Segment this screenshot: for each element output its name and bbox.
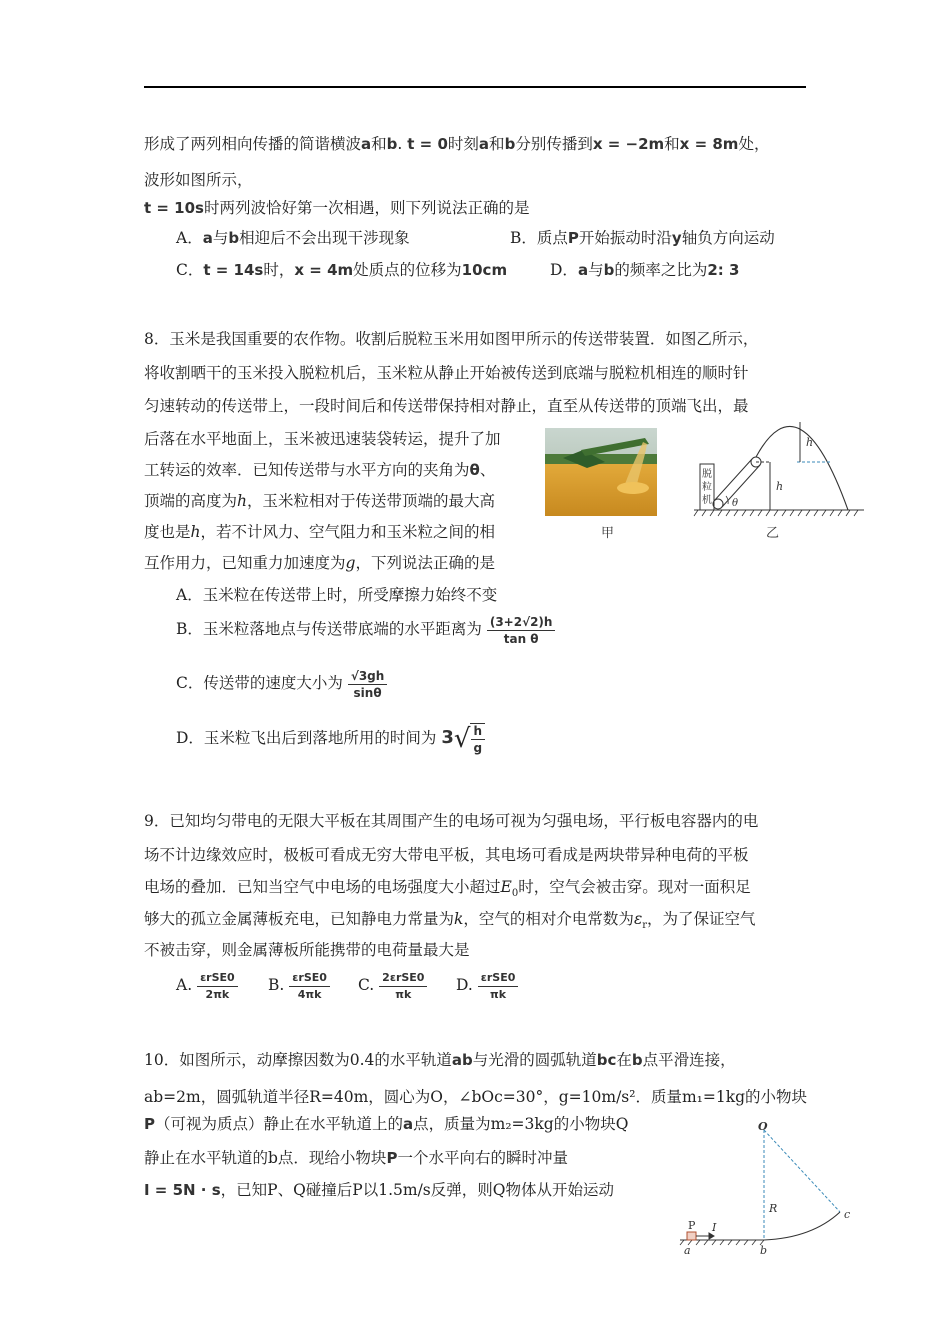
q8-line-3: 匀速转动的传送带上，一段时间后和传送带保持相对静止，直至从传送带的顶端飞出，最 <box>144 397 749 415</box>
conveyor-diagram <box>692 416 867 518</box>
q9-line-5: 不被击穿，则金属薄板所能携带的电荷量最大是 <box>144 941 470 959</box>
q8-line-1: 8．玉米是我国重要的农作物。收割后脱粒玉米用如图甲所示的传送带装置．如图乙所示， <box>144 330 759 348</box>
arc-track-diagram <box>672 1112 862 1262</box>
q8-line-5: 工转运的效率．已知传送带与水平方向的夹角为θ、 <box>144 461 496 479</box>
figure-yi-caption: 乙 <box>766 526 780 541</box>
radius-label: R <box>769 1202 778 1215</box>
q7-line-3: t = 10s时两列波恰好第一次相遇，则下列说法正确的是 <box>144 199 530 217</box>
point-c-label: c <box>844 1208 851 1221</box>
q8-line-4: 后落在水平地面上，玉米被迅速装袋转运，提升了加 <box>144 430 501 448</box>
q9-line-4: 够大的孤立金属薄板充电，已知静电力常量为k，空气的相对介电常数为$\varepsilon_r$，为了保证空气 <box>144 910 756 932</box>
machine-label-2: 粒 <box>702 482 712 493</box>
q10-line-4: 静止在水平轨道的b点．现给小物块P一个水平向右的瞬时冲量 <box>144 1149 568 1167</box>
q8-option-b: B．玉米粒落地点与传送带底端的水平距离为 $\frac{(3+2√2)h}{\text{tan θ}}$ <box>176 612 555 646</box>
height-label-bottom: h <box>776 480 784 493</box>
q9-option-b: B. $\frac{\text{εrSE0}}{4\pi k}$ <box>268 968 330 1002</box>
q10-line-2: ab=2m，圆弧轨道半径R=40m，圆心为O，∠bOc=30°，g=10m/s²．质量m₁=1kg的小物块 <box>144 1088 808 1106</box>
q10-line-5: I = 5N · s，已知P、Q碰撞后P以1.5m/s反弹，则Q物体从开始运动 <box>144 1181 614 1199</box>
point-a-label: a <box>684 1244 691 1257</box>
q8-line-2: 将收割晒干的玉米投入脱粒机后，玉米粒从静止开始被传送到底端与脱粒机相连的顺时针 <box>144 364 749 382</box>
q9-line-3: 电场的叠加．已知当空气中电场的电场强度大小超过$E_0$时，空气会被击穿。现对一面积足 <box>144 878 751 900</box>
q10-line-1: 10．如图所示，动摩擦因数为0.4的水平轨道ab与光滑的圆弧轨道bc在b点平滑连接， <box>144 1051 736 1069</box>
q8-option-c: C．传送带的速度大小为 $\frac{√3gh}{\sin\theta}$ <box>176 666 387 700</box>
figure-jia-caption: 甲 <box>601 526 615 541</box>
machine-label-1: 脱 <box>702 469 712 480</box>
q7-line-2: 波形如图所示， <box>144 171 253 189</box>
q8-option-c-fraction: $\frac{√3gh}{\sin\theta}$ <box>348 669 388 700</box>
q7-option-d: D．a与b的频率之比为2: 3 <box>550 261 740 279</box>
machine-label-3: 机 <box>702 495 712 506</box>
q9-line-1: 9．已知均匀带电的无限大平板在其周围产生的电场可视为匀强电场，平行板电容器内的电 <box>144 812 759 830</box>
q7-option-a: A．a与b相迎后不会出现干涉现象 <box>176 229 410 247</box>
q10-line-3: P（可视为质点）静止在水平轨道上的a点，质量为m₂=3kg的小物块Q <box>144 1115 629 1133</box>
q9-option-d: D. $\frac{\text{εrSE0}}{\pi k}$ <box>456 968 518 1002</box>
q9-line-2: 场不计边缘效应时，极板可看成无穷大带电平板，其电场可看成是两块带异种电荷的平板 <box>144 846 749 864</box>
q9-option-a: A. $\frac{\text{εrSE0}}{2\pi k}$ <box>176 968 238 1002</box>
point-b-label: b <box>760 1244 768 1257</box>
height-label-top: h <box>806 436 814 449</box>
impulse-label: I <box>712 1221 717 1234</box>
q8-option-a: A．玉米粒在传送带上时，所受摩擦力始终不变 <box>176 586 498 604</box>
q7-line-1: 形成了两列相向传播的简谐横波a和b. t = 0时刻a和b分别传播到x = −2m和x = 8m处， <box>144 135 770 153</box>
q8-line-6: 顶端的高度为h，玉米粒相对于传送带顶端的最大高 <box>144 492 496 510</box>
block-p-label: P <box>688 1219 696 1232</box>
q7-option-c: C．t = 14s时，x = 4m处质点的位移为10cm <box>176 261 508 279</box>
corn-photo-figure <box>545 428 657 516</box>
q8-line-7: 度也是h，若不计风力、空气阻力和玉米粒之间的相 <box>144 523 496 541</box>
center-label: O <box>758 1120 768 1133</box>
q8-option-b-fraction: $\frac{(3+2√2)h}{\text{tan θ}}$ <box>487 615 556 646</box>
q9-option-c: C. $\frac{\text{2εrSE0}}{\pi k}$ <box>358 968 427 1002</box>
header-rule <box>144 86 806 88</box>
q7-option-b: B．质点P开始振动时沿y轴负方向运动 <box>510 229 775 247</box>
angle-label: θ <box>732 498 739 509</box>
q8-option-d-fraction: $\frac{h}{g}$ <box>470 723 485 755</box>
q8-option-d: D．玉米粒飞出后到落地所用的时间为 3√ $\frac{h}{g}$ <box>176 720 485 757</box>
q8-line-8: 互作用力，已知重力加速度为g，下列说法正确的是 <box>144 554 495 572</box>
